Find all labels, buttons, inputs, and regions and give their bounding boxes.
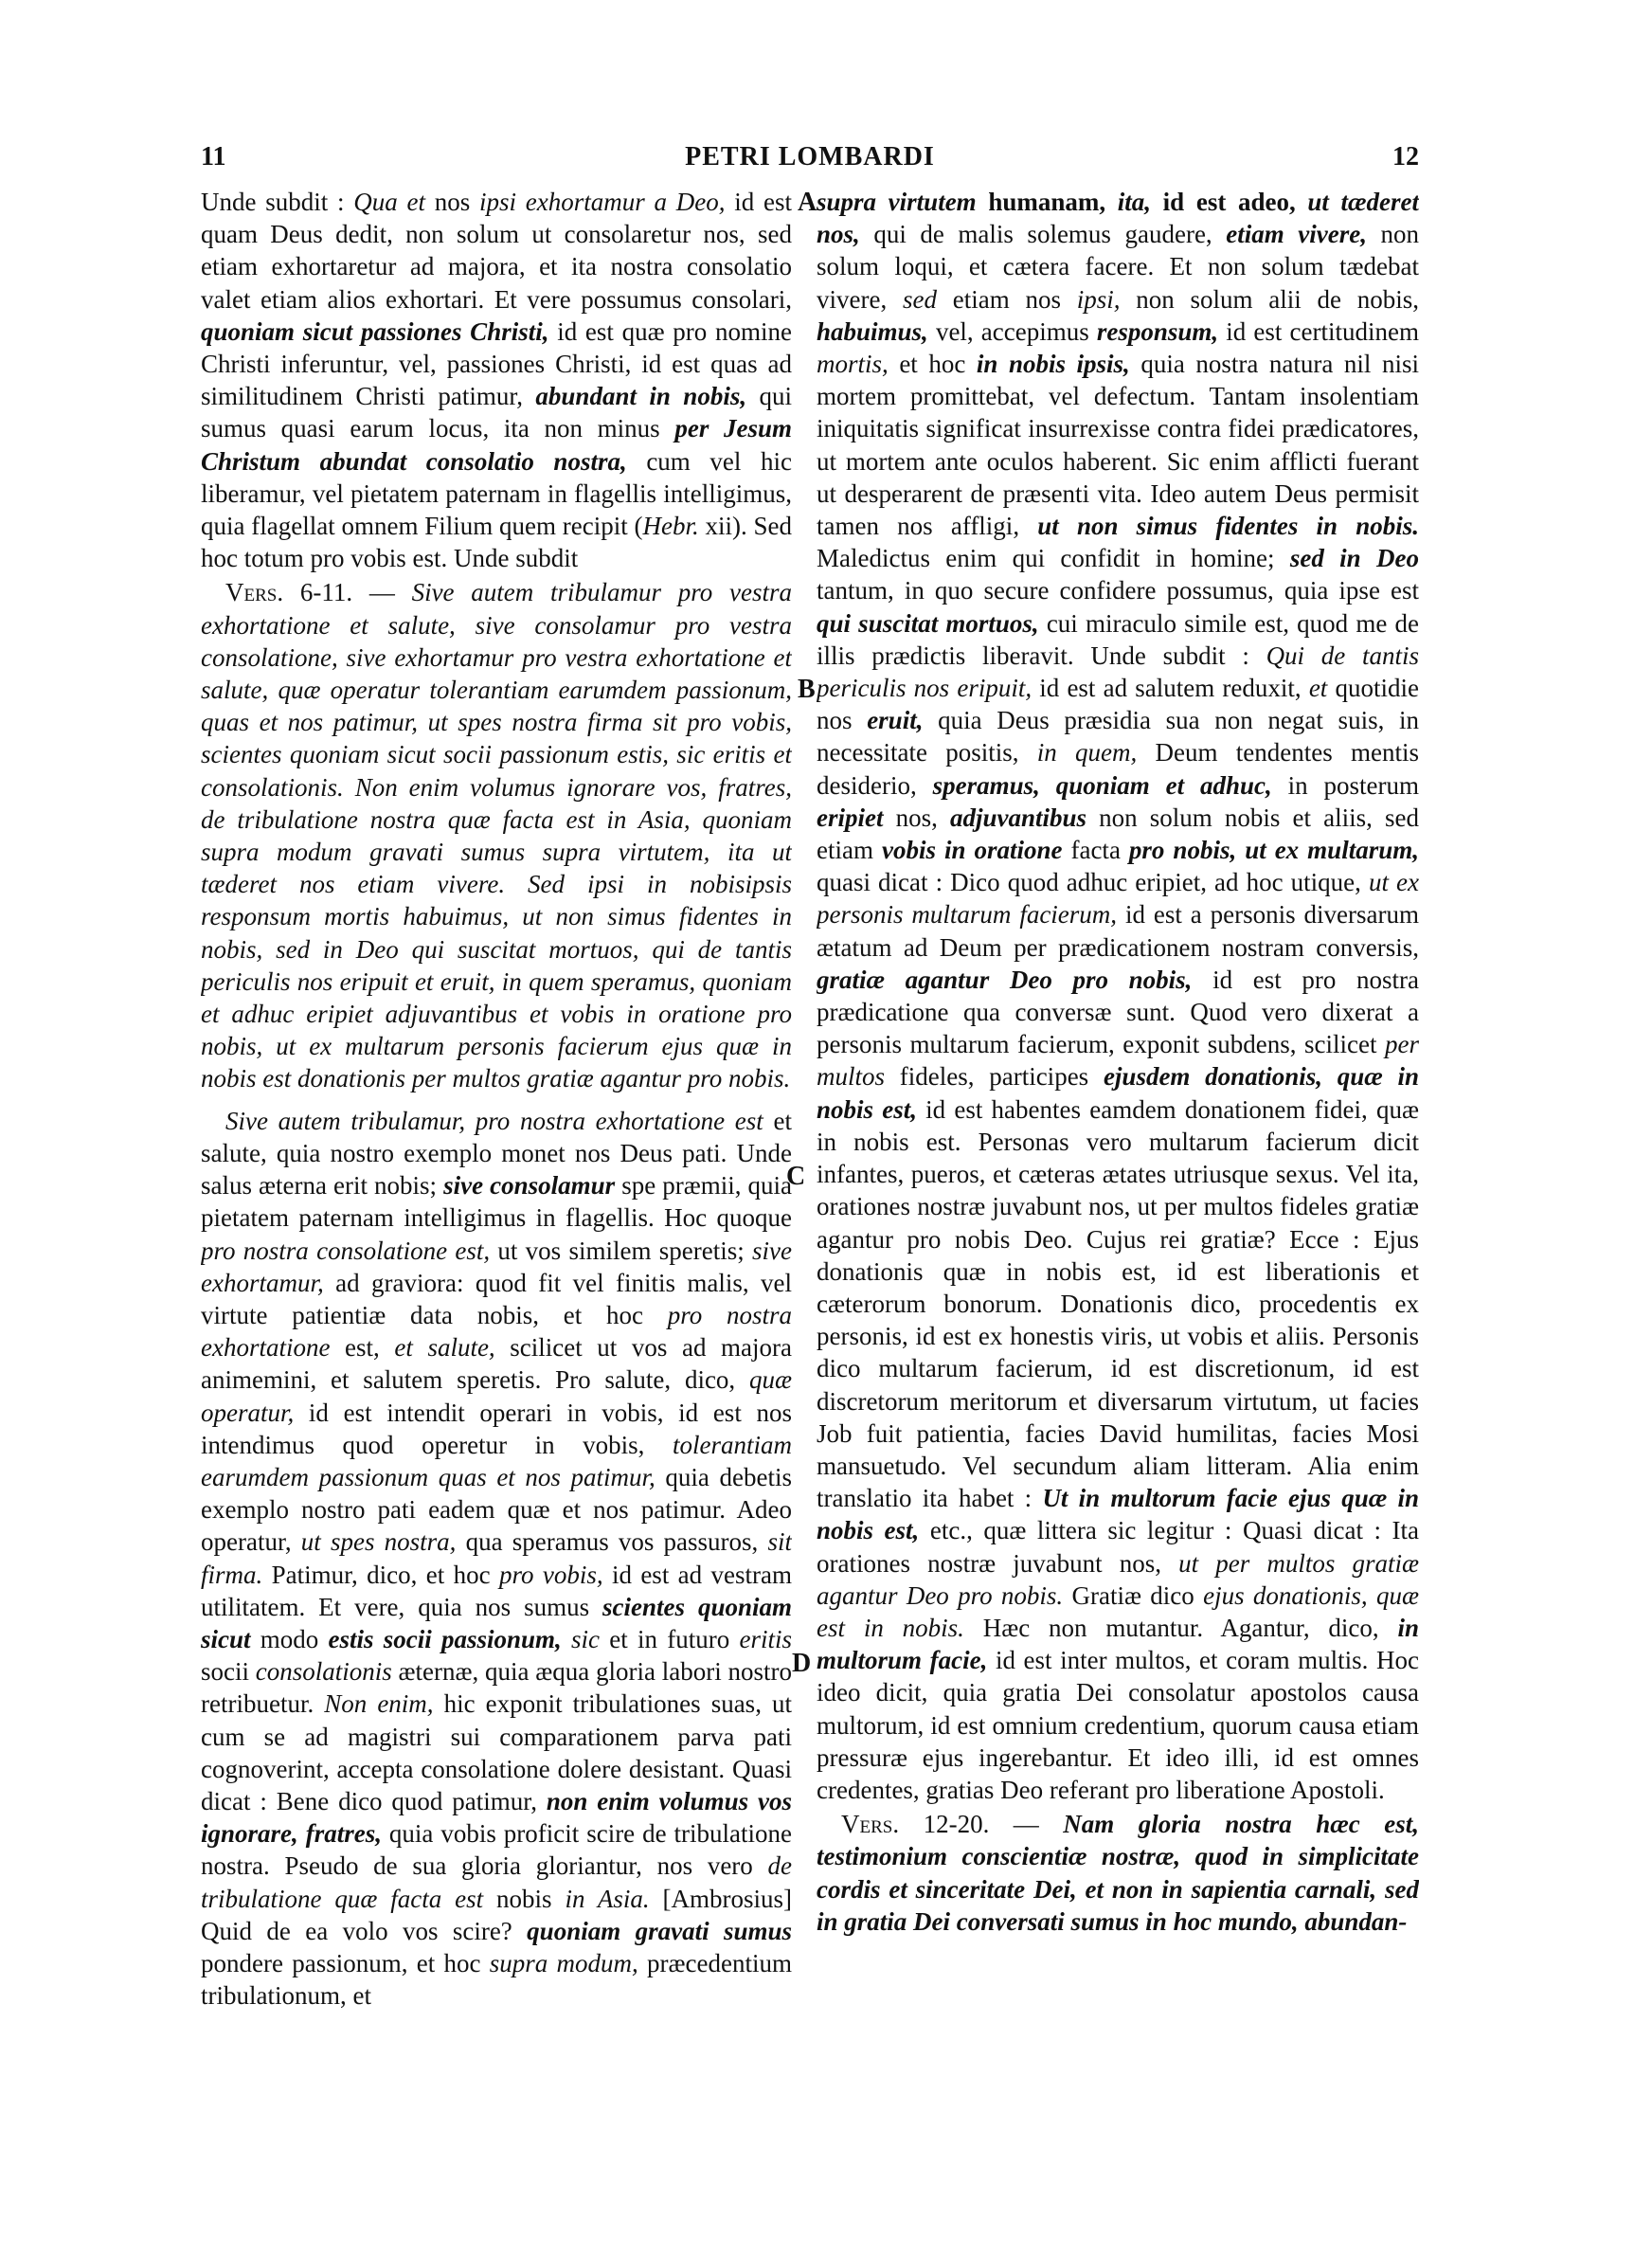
text-segment: sed [902, 284, 937, 314]
text-segment: quia Deus præsidia sua non negat suis, in necessitate positis, [817, 706, 1419, 767]
text-segment: tolerantiam earumdem passionum quas et nos patimur, [201, 1430, 792, 1491]
text-segment: ut tæderet nos, [817, 188, 1419, 249]
text-segment: humanam, [976, 188, 1118, 216]
text-segment: eruit, [867, 706, 924, 735]
text-segment: in posterum [1271, 770, 1419, 800]
text-segment: modo [250, 1624, 329, 1653]
text-segment: nos, [883, 803, 950, 832]
text-segment: quia vobis proficit scire de tribulatione nostra. Pseudo de sua gloria gloriantur, nos vero [201, 1819, 792, 1881]
text-segment: consolationis [255, 1657, 392, 1687]
text-segment: qui de malis solemus gaudere, [859, 220, 1227, 249]
text-segment: cui miraculo simile est, quod me de illis prædictis liberavit. Unde subdit : [817, 608, 1419, 670]
text-segment: ejus donationis, quæ est in nobis. [817, 1580, 1419, 1642]
text-segment: et [1308, 674, 1328, 703]
text-segment: sed in Deo [1289, 544, 1419, 573]
text-segment: Nam gloria nostra hæc est, testimonium conscientiæ nostræ, quod in simplicitate cordis et sinceritate Dei, et non in sapientia carnali, sed in gratia Dei conversati sumus in hoc mundo, abundan- [817, 1810, 1419, 1936]
text-segment: nobis [483, 1884, 566, 1913]
text-segment: præcedentium tribulationum, et [201, 1948, 792, 2011]
text-segment: ut vos similem speretis; [490, 1236, 752, 1265]
text-segment: id est certitudinem [1218, 316, 1419, 346]
margin-marker-d: D [792, 1649, 812, 1678]
left-text-column [201, 186, 792, 2204]
text-segment: id est pro nostra prædicatione qua conversæ sunt. Quod vero dixerat a personis multarum facierum, exponit subdens, scilicet [817, 965, 1419, 1059]
text-segment: et salute, quia nostro exemplo monet nos Deus pati. Unde salus æterna erit nobis; [201, 1106, 792, 1201]
text-segment: socii [201, 1657, 256, 1687]
text-segment: ut per multos gratiæ agantur Deo pro nobis. [817, 1548, 1419, 1610]
text-segment: gratiæ agantur Deo pro nobis, [817, 965, 1193, 994]
text-segment: ita, [1117, 188, 1152, 216]
text-segment: pro nobis, ut ex multarum, [1128, 836, 1419, 865]
text-segment: pondere passionum, et hoc [201, 1948, 490, 1977]
text-segment: quasi dicat : Dico quod adhuc eripiet, ad hoc utique, [817, 868, 1369, 897]
text-segment: per Jesum Christum abundat consolatio nostra, [201, 414, 792, 476]
text-segment: sic [571, 1624, 601, 1653]
text-segment: xii). Sed hoc totum pro vobis est. Unde subdit [201, 512, 792, 573]
text-segment: id est quam Deus dedit, non solum ut consolaretur nos, sed etiam exhortaretur ad majora, et ita nostra consolatio valet etiam alios exhortari. Et vere possumus consolari, [201, 188, 792, 314]
text-segment: cum vel hic liberamur, vel pietatem paternam in flagellis intelligimus, quia flagellat omnem Filium quem recipit ( [201, 446, 792, 541]
text-segment: et hoc [888, 350, 977, 379]
right-text-column [817, 186, 1419, 2204]
text-segment: id est quæ pro nomine Christi inferuntur, vel, passiones Christi, id est quas ad similitudinem Christi patimur, [201, 316, 792, 411]
text-segment: sit firma. [201, 1527, 792, 1589]
text-segment: per multos [817, 1030, 1419, 1092]
text-segment: nos [425, 188, 480, 216]
text-segment: ut spes nostra, [300, 1527, 457, 1557]
text-segment: etiam nos [936, 284, 1077, 314]
text-segment: speramus, quoniam et adhuc, [932, 770, 1272, 800]
text-segment: quia debetis exemplo nostro pati eadem quæ et nos patimur. Adeo operatur, [201, 1462, 792, 1557]
text-segment: id est ad vestram utilitatem. Et vere, quia nos sumus [201, 1560, 792, 1621]
text-segment: quia nostra natura nil nisi mortem promittebat, vel defectum. Tantam insolentiam iniquitatis significat insurrexisse contra fidei prædicatores, ut mortem ante oculos haberent. Sic enim afflicti fuerant ut desperarent de præsenti vita. Ideo autem Deus permisit tamen nos affligi, [817, 350, 1419, 541]
text-segment: Ut in multorum facie ejus quæ in nobis est, [817, 1484, 1419, 1545]
text-segment: Qui de tantis periculis nos eripuit, [817, 641, 1419, 703]
text-segment: estis socii passionum, [328, 1624, 562, 1653]
text-segment: id est intendit operari in vobis, id est nos intendimus quod operetur in vobis, [201, 1398, 792, 1459]
text-segment: Sive autem tribulamur pro vestra exhortatione et salute, sive consolamur pro vestra consolatione, sive exhortamur pro vestra exhortatione et salute, quæ operatur tolerantiam earumdem passionum, quas et nos patimur, ut spes nostra firma sit pro vobis, scientes quoniam sicut socii passionum estis, sic eritis et consolationis. Non enim volumus ignorare vos, fratres, de tribulatione nostra quæ facta est in Asia, quoniam supra modum gravati sumus supra virtutem, ita ut tæderet nos etiam vivere. Sed ipsi in nobisipsis responsum mortis habuimus, ut non simus fidentes in nobis, sed in Deo qui suscitat mortuos, qui de tantis periculis nos eripuit et eruit, in quem speramus, quoniam et adhuc eripiet adjuvantibus et vobis in oratione pro nobis, ut ex multarum personis facierum ejus quæ in nobis est donationis per multos gratiæ agantur pro nobis. [201, 578, 792, 1093]
text-segment: etc., quæ littera sic legitur : Quasi dicat : Ita orationes nostræ juvabunt nos, [817, 1516, 1419, 1578]
text-segment: ad graviora: quod fit vel finitis malis, vel virtute patientiæ data nobis, et hoc [201, 1268, 792, 1329]
text-segment: in quem, [1036, 738, 1138, 767]
text-segment: id est inter multos, et coram multis. Hoc ideo dicit, quia gratia Dei consolatur apostolos causa multorum, id est omnium credentium, quorum causa etiam pressuræ ejus ingerebantur. Et ideo illi, id est omnes credentes, gratias Deo referant pro liberatione Apostoli. [817, 1646, 1419, 1804]
text-segment: supra virtutem [817, 188, 977, 216]
text-segment: Non enim, [324, 1689, 434, 1719]
text-segment: responsum, [1096, 316, 1219, 346]
page-number-left: 11 [201, 142, 226, 172]
text-segment: qui suscitat mortuos, [817, 608, 1039, 638]
text-segment: Gratiæ dico [1063, 1580, 1204, 1610]
commentary-paragraph [201, 186, 792, 574]
text-segment: æternæ, quia æqua gloria labori nostro retribuetur. [201, 1657, 792, 1719]
text-segment: quoniam sicut passiones Christi, [201, 316, 549, 346]
text-segment: mortis, [817, 350, 889, 379]
text-segment: id est adeo, [1151, 188, 1308, 216]
text-segment: qua speramus vos passuros, [456, 1527, 768, 1557]
text-segment: abundant in nobis, [535, 382, 747, 411]
text-segment: habuimus, [817, 316, 928, 346]
text-segment: ut ex personis multarum facierum, [817, 868, 1419, 930]
text-segment: de tribulatione quæ facta est [201, 1851, 792, 1913]
text-segment: ut non simus fidentes in nobis. [1037, 512, 1419, 541]
text-segment: Unde subdit : [201, 188, 354, 216]
verse-paragraph [817, 1808, 1419, 1938]
page-number-right: 12 [1392, 142, 1419, 172]
text-segment: Vers. 6-11. — [225, 578, 412, 607]
text-segment: id est a personis diversarum ætatum ad Deum per prædicationem nostram conversis, [817, 900, 1419, 962]
text-segment: est, [330, 1333, 395, 1363]
margin-marker-b: B [798, 675, 816, 704]
text-segment: Vers. 12-20. — [841, 1810, 1064, 1839]
text-segment: tantum, in quo secure confidere possumus, quia ipse est [817, 576, 1419, 605]
text-segment: Qua et [353, 188, 425, 216]
text-segment: adjuvantibus [949, 803, 1087, 832]
text-segment: pro nostra consolatione est, [201, 1236, 491, 1265]
text-segment: non enim volumus vos ignorare, fratres, [201, 1786, 792, 1849]
text-segment: Hebr. [642, 512, 699, 541]
text-segment: et salute, [394, 1333, 495, 1363]
text-segment: vobis in oratione [881, 836, 1063, 865]
text-segment: eritis [739, 1624, 792, 1653]
text-segment: id est ad salutem reduxit, [1032, 674, 1309, 703]
margin-marker-c: C [786, 1162, 806, 1191]
text-segment: Sive autem tribulamur, pro nostra exhortatione est [225, 1106, 763, 1135]
text-segment: fideles, participes [885, 1062, 1104, 1092]
text-segment: scilicet ut vos ad majora animemini, et salutem speretis. Pro salute, dico, [201, 1333, 792, 1395]
text-segment: pro vobis, [498, 1560, 603, 1589]
text-segment [562, 1625, 571, 1653]
text-segment: eripiet [817, 803, 884, 832]
text-segment: Patimur, dico, et hoc [262, 1560, 499, 1589]
text-segment: et in futuro [600, 1624, 740, 1653]
text-segment: non solum loqui, et cætera facere. Et non solum tædebat vivere, [817, 220, 1419, 314]
text-segment: supra modum, [489, 1948, 638, 1977]
text-segment: in multorum facie, [817, 1613, 1419, 1675]
commentary-paragraph [201, 1105, 792, 2013]
verse-paragraph [201, 576, 792, 1094]
margin-marker-a: A [798, 188, 817, 217]
text-segment: in nobis ipsis, [976, 350, 1130, 379]
text-segment: [Ambrosius] Quid de ea volo vos scire? [201, 1884, 792, 1945]
text-segment: spe præmii, quia pietatem paternam intelligimus in flagellis. Hoc quoque [201, 1171, 792, 1233]
running-head [201, 142, 1419, 180]
text-segment: etiam vivere, [1226, 220, 1367, 249]
text-segment: Deum tendentes mentis desiderio, [817, 738, 1419, 800]
text-segment: quotidie nos [817, 674, 1419, 735]
text-segment: ejusdem donationis, quæ in nobis est, [817, 1062, 1419, 1124]
running-title: PETRI LOMBARDI [685, 142, 935, 172]
text-segment: non solum alii de nobis, [1120, 284, 1419, 314]
text-segment: hic exponit tribulationes suas, ut cum se ad magistri sui comparationem parva pati cognoverint, accepta consolatione dolere desistant. Quasi dicat : Bene dico quod patimur, [201, 1689, 792, 1815]
text-segment: id est habentes eamdem donationem fidei, quæ in nobis est. Personas vero multarum facierum dicit infantes, pueros, et cæteras ætates utriusque sexus. Vel ita, orationes nostræ juvabunt nos, ut per multos fideles gratiæ agantur pro nobis Deo. Cujus rei gratiæ? Ecce : Ejus donationis quæ in nobis est, id est liberationis et cæterorum bonorum. Donationis dico, procedentis ex personis, id est ex honestis viris, ut vobis et aliis. Personis dico multarum facierum, id est discretionum, id est discretorum meritorum et diversarum virtutum, ut facies Job fuit patientia, facies David humilitas, facies Mosi mansuetudo. Vel secundum aliam litteram. Alia enim translatio ita habet : [817, 1094, 1419, 1513]
text-segment: sive consolamur [443, 1171, 616, 1201]
text-segment: Hæc non mutantur. Agantur, dico, [963, 1613, 1398, 1642]
text-segment: sive exhortamur, [201, 1236, 792, 1297]
text-segment: quoniam gravati sumus [527, 1916, 792, 1945]
text-segment: Maledictus enim qui confidit in homine; [817, 544, 1290, 573]
text-segment: non solum nobis et aliis, sed etiam [817, 803, 1419, 865]
text-segment: facta [1062, 836, 1129, 865]
commentary-paragraph [817, 186, 1419, 1806]
text-segment: pro nostra exhortatione [201, 1300, 792, 1363]
text-segment: vel, accepimus [927, 316, 1097, 346]
text-segment: in Asia. [565, 1884, 650, 1913]
text-segment: scientes quoniam sicut [201, 1592, 792, 1653]
text-segment: quæ operatur, [201, 1365, 792, 1427]
text-segment: ipsi exhortamur a Deo, [479, 188, 726, 216]
text-segment: qui sumus quasi earum locus, ita non minus [201, 382, 792, 443]
text-segment: ipsi, [1076, 284, 1121, 314]
